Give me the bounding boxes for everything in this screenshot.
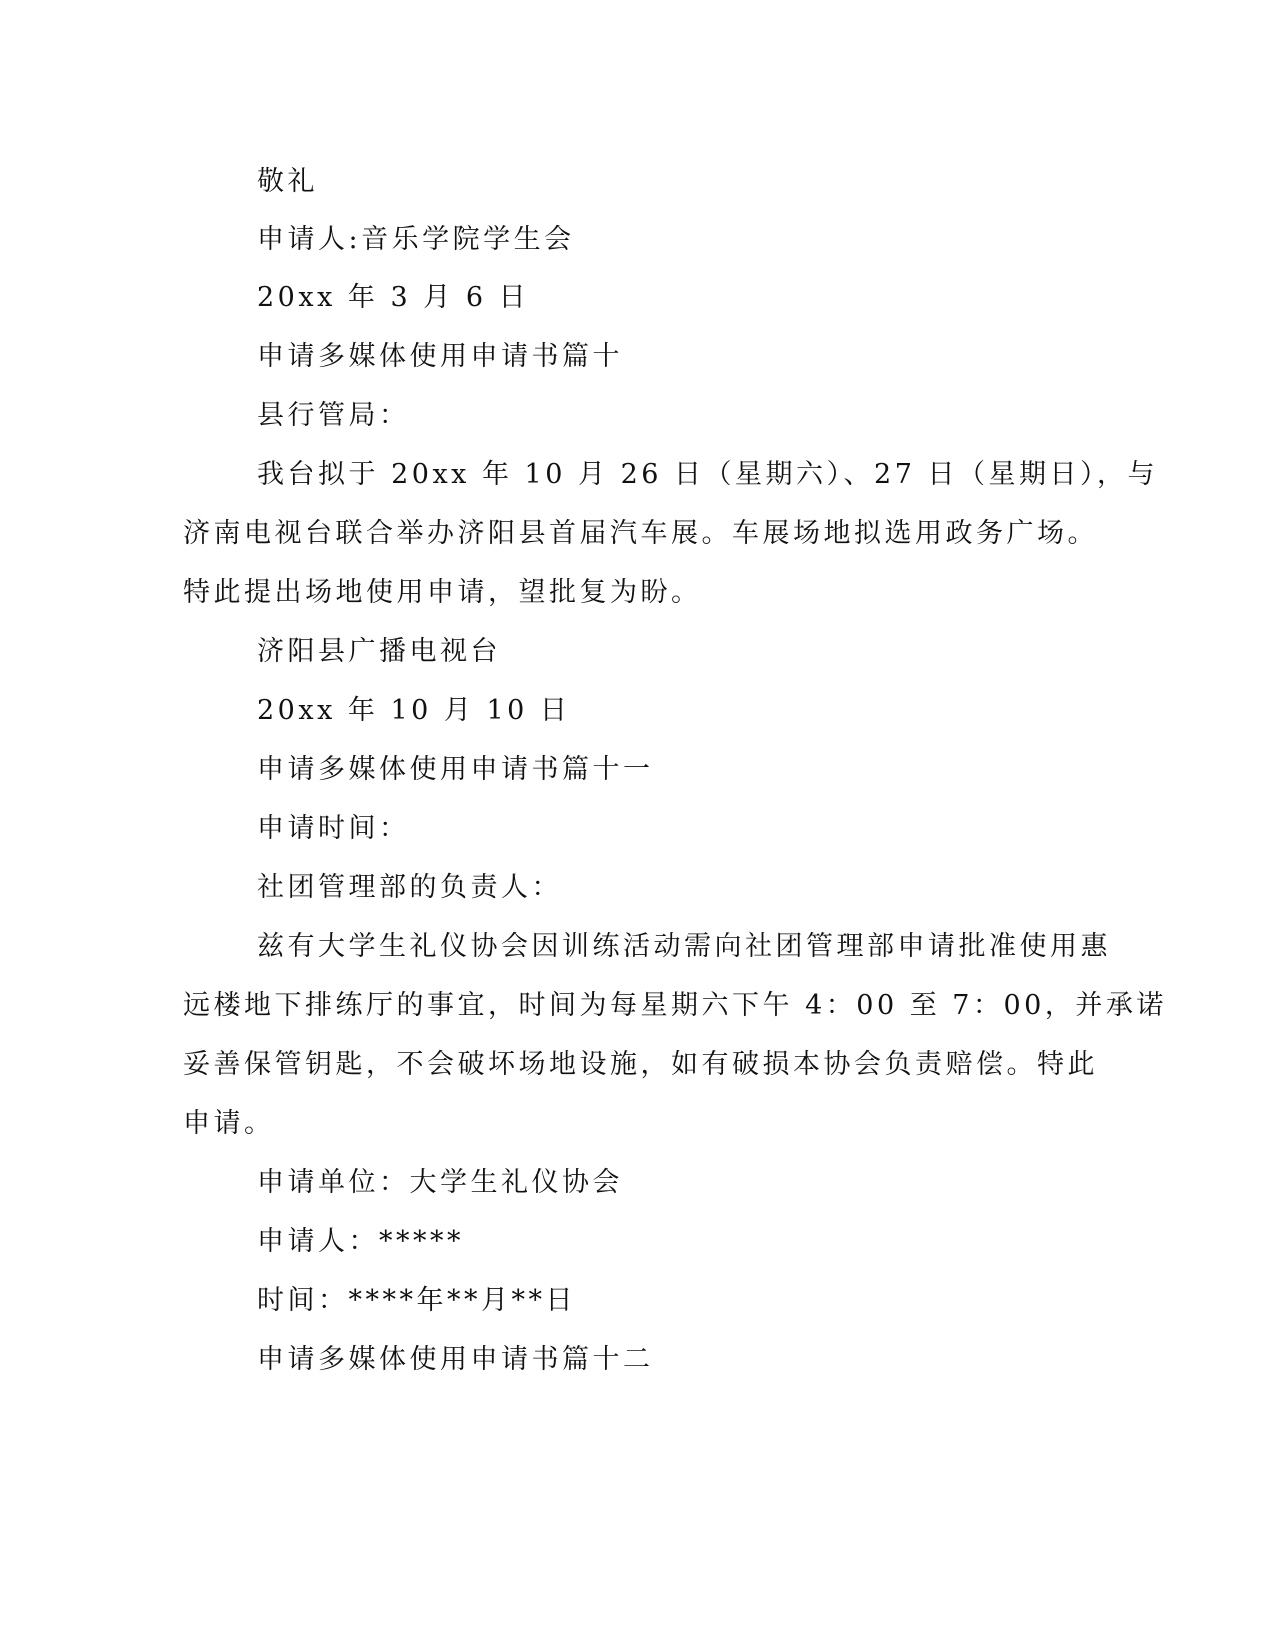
- applicant-line: 申请人:音乐学院学生会: [257, 224, 575, 255]
- body-paragraph-line: 远楼地下排练厅的事宜，时间为每星期六下午 4：00 至 7：00，并承诺: [183, 990, 1167, 1021]
- body-paragraph-line: 济南电视台联合举办济阳县首届汽车展。车展场地拟选用政务广场。: [183, 518, 1098, 549]
- section-heading: 申请多媒体使用申请书篇十一: [257, 754, 654, 785]
- applicant-line: 申请人：*****: [257, 1226, 464, 1257]
- date-line: 20xx 年 3 月 6 日: [257, 282, 530, 313]
- date-line: 时间：****年**月**日: [257, 1285, 576, 1316]
- recipient-line: 县行管局：: [257, 400, 410, 431]
- body-paragraph-line: 我台拟于 20xx 年 10 月 26 日（星期六）、27 日（星期日），与: [257, 459, 1158, 490]
- section-heading: 申请多媒体使用申请书篇十: [257, 341, 623, 372]
- section-heading: 申请多媒体使用申请书篇十二: [257, 1344, 654, 1375]
- recipient-line: 社团管理部的负责人：: [257, 872, 562, 903]
- closing-salutation: 敬礼: [257, 166, 318, 197]
- application-time-label: 申请时间：: [257, 813, 410, 844]
- body-paragraph-line: 特此提出场地使用申请，望批复为盼。: [183, 577, 702, 608]
- body-paragraph-line: 妥善保管钥匙，不会破坏场地设施，如有破损本协会负责赔偿。特此: [183, 1049, 1098, 1080]
- applicant-unit-line: 申请单位：大学生礼仪协会: [257, 1167, 623, 1198]
- date-line: 20xx 年 10 月 10 日: [257, 695, 571, 726]
- body-paragraph-line: 申请。: [183, 1108, 275, 1139]
- organization-signature: 济阳县广播电视台: [257, 636, 501, 667]
- body-paragraph-line: 兹有大学生礼仪协会因训练活动需向社团管理部申请批准使用惠: [257, 931, 1111, 962]
